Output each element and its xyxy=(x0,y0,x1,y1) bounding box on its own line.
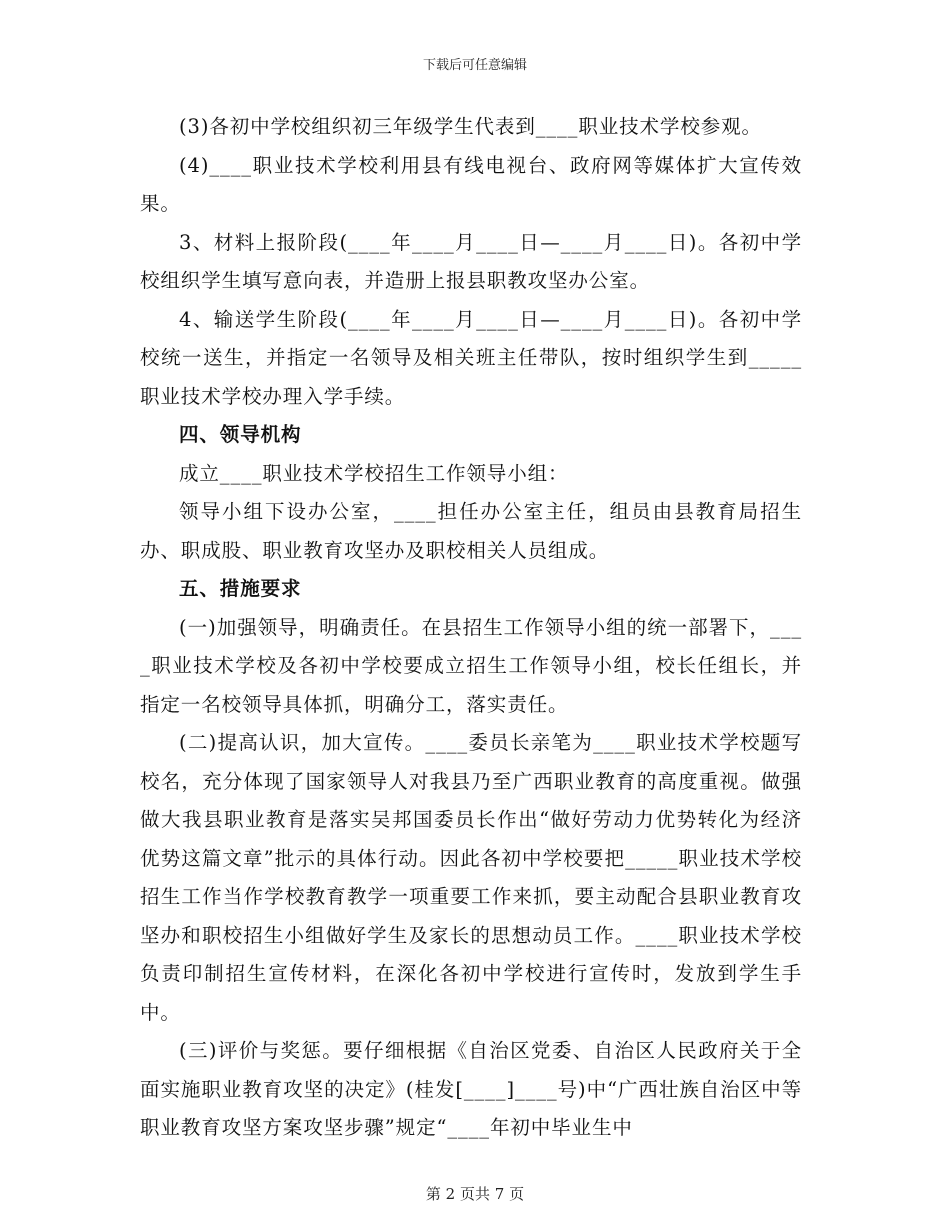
page-header: 下载后可任意编辑 xyxy=(422,58,527,73)
paragraph-stage-3: 3、材料上报阶段(____年____月____日—____月____日)。各初中学校组织学生填写意向表，并造册上报县职教攻坚办公室。 xyxy=(140,230,802,292)
paragraph-item-4: (4)____职业技术学校利用县有线电视台、政府网等媒体扩大宣传效果。 xyxy=(140,153,802,215)
paragraph-leadership-office: 领导小组下设办公室，____担任办公室主任，组员由县教育局招生办、职成股、职业教育攻坚办及职校相关人员组成。 xyxy=(140,500,802,562)
page-footer: 第 2 页共 7 页 xyxy=(425,1185,525,1203)
paragraph-measure-2: (二)提高认识，加大宣传。____委员长亲笔为____职业技术学校题写校名，充分体现了国家领导人对我县乃至广西职业教育的高度重视。做强做大我县职业教育是落实吴邦国委员长作出“做好劳动力优势转化为经济优势这篇文章”批示的具体行动。因此各初中学校要把_____职业技术学校招生工作当作学校教育教学一项重要工作来抓，要主动配合县职业教育攻坚办和职校招生小组做好学生及家长的思想动员工作。____职业技术学校负责印制招生宣传材料，在深化各初中学校进行宣传时，发放到学生手中。 xyxy=(140,731,802,1024)
paragraph-leadership-group: 成立____职业技术学校招生工作领导小组： xyxy=(179,461,569,485)
section-heading-measures: 五、措施要求 xyxy=(179,577,302,600)
paragraph-measure-3: (三)评价与奖惩。要仔细根据《自治区党委、自治区人民政府关于全面实施职业教育攻坚的决定》(桂发[____]____号)中“广西壮族自治区中等职业教育攻坚方案攻坚步骤”规定“____年初中毕业生中 xyxy=(140,1039,802,1139)
document-body xyxy=(140,108,802,1148)
section-heading-leadership: 四、领导机构 xyxy=(179,423,302,446)
paragraph-stage-4: 4、输送学生阶段(____年____月____日—____月____日)。各初中学校统一送生，并指定一名领导及相关班主任带队，按时组织学生到_____职业技术学校办理入学手续。 xyxy=(140,307,802,408)
paragraph-item-3: (3)各初中学校组织初三年级学生代表到____职业技术学校参观。 xyxy=(179,115,762,138)
paragraph-measure-1: (一)加强领导，明确责任。在县招生工作领导小组的统一部署下，____职业技术学校及各初中学校要成立招生工作领导小组，校长任组长，并指定一名校领导具体抓，明确分工，落实责任。 xyxy=(140,615,802,716)
